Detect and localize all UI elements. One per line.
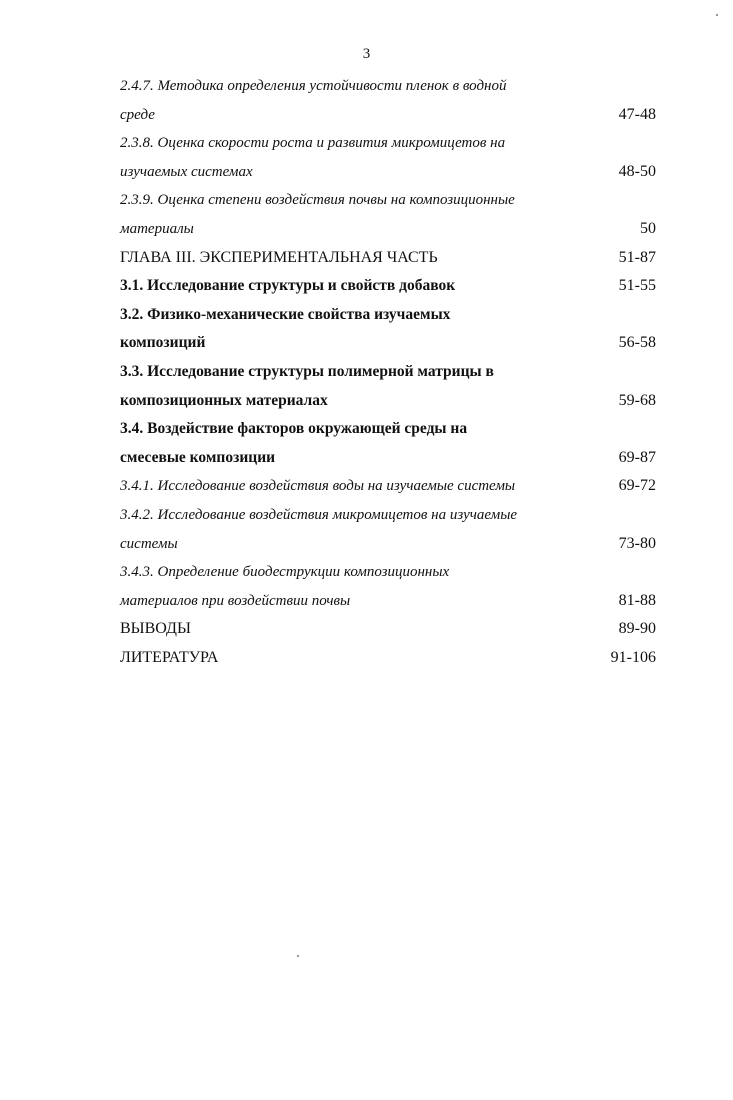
toc-line xyxy=(120,415,656,444)
scan-speck xyxy=(716,14,718,16)
toc-page-range: 50 xyxy=(640,219,656,237)
toc-page-range: 59-68 xyxy=(618,391,656,409)
toc-page-range: 51-87 xyxy=(618,248,656,266)
toc-line xyxy=(120,472,656,501)
toc-entry-text: 3.4.2. Исследование воздействия микромицетов на изучаемые xyxy=(120,506,518,523)
toc-entry-text: композиционных материалах xyxy=(120,391,328,409)
toc-entry-text: 3.1. Исследование структуры и свойств добавок xyxy=(120,277,456,295)
toc-entry-text: системы xyxy=(120,535,178,552)
toc-entry-text: композиций xyxy=(120,334,206,352)
toc-line xyxy=(120,329,656,358)
toc-line xyxy=(120,387,656,416)
toc-entry-text: 3.4.1. Исследование воздействия воды на изучаемые системы xyxy=(120,478,516,495)
table-of-contents xyxy=(120,72,656,672)
toc-line xyxy=(120,358,656,387)
toc-line xyxy=(120,72,656,101)
toc-page-range: 91-106 xyxy=(610,648,656,666)
toc-entry-text: 2.4.7. Методика определения устойчивости пленок в водной xyxy=(120,78,507,94)
toc-entry-text: среде xyxy=(120,106,155,123)
toc-line xyxy=(120,129,656,158)
toc-entry-text: 2.3.9. Оценка степени воздействия почвы на композиционные xyxy=(120,192,515,209)
toc-page-range: 47-48 xyxy=(618,105,656,123)
toc-entry-text: 3.2. Физико-механические свойства изучаемых xyxy=(120,305,451,323)
toc-page-range: 69-72 xyxy=(618,477,656,495)
page-number: 3 xyxy=(362,46,371,62)
toc-page-range: 69-87 xyxy=(618,448,656,466)
toc-entry-text: материалов при воздействии почвы xyxy=(120,592,351,609)
toc-line xyxy=(120,272,656,301)
toc-entry-text: 3.4.3. Определение биодеструкции композиционных xyxy=(120,564,450,581)
toc-line xyxy=(120,615,656,644)
toc-entry-text: материалы xyxy=(120,220,194,237)
toc-entry-text: изучаемых системах xyxy=(120,163,253,180)
toc-entry-text: ВЫВОДЫ xyxy=(120,620,191,638)
toc-line xyxy=(120,444,656,473)
toc-line xyxy=(120,186,656,215)
toc-entry-text: смесевые композиции xyxy=(120,448,276,466)
toc-line xyxy=(120,558,656,587)
toc-line xyxy=(120,530,656,559)
scan-speck xyxy=(297,955,299,957)
toc-entry-text: ГЛАВА III. ЭКСПЕРИМЕНТАЛЬНАЯ ЧАСТЬ xyxy=(120,248,438,266)
toc-page-range: 81-88 xyxy=(618,591,656,609)
toc-line xyxy=(120,244,656,273)
toc-line xyxy=(120,101,656,130)
toc-entry-text: 3.4. Воздействие факторов окружающей среды на xyxy=(120,420,468,438)
toc-line xyxy=(120,501,656,530)
toc-line xyxy=(120,587,656,616)
toc-page-range: 89-90 xyxy=(618,620,656,638)
toc-entry-text: 3.3. Исследование структуры полимерной матрицы в xyxy=(120,362,494,380)
toc-line xyxy=(120,158,656,187)
toc-page-range: 48-50 xyxy=(618,162,656,180)
toc-entry-text: ЛИТЕРАТУРА xyxy=(120,648,219,666)
toc-page-range: 73-80 xyxy=(618,534,656,552)
toc-page-range: 51-55 xyxy=(618,277,656,295)
toc-line xyxy=(120,215,656,244)
toc-line xyxy=(120,644,656,673)
toc-entry-text: 2.3.8. Оценка скорости роста и развития микромицетов на xyxy=(120,135,506,152)
toc-page-range: 56-58 xyxy=(618,334,656,352)
toc-line xyxy=(120,301,656,330)
